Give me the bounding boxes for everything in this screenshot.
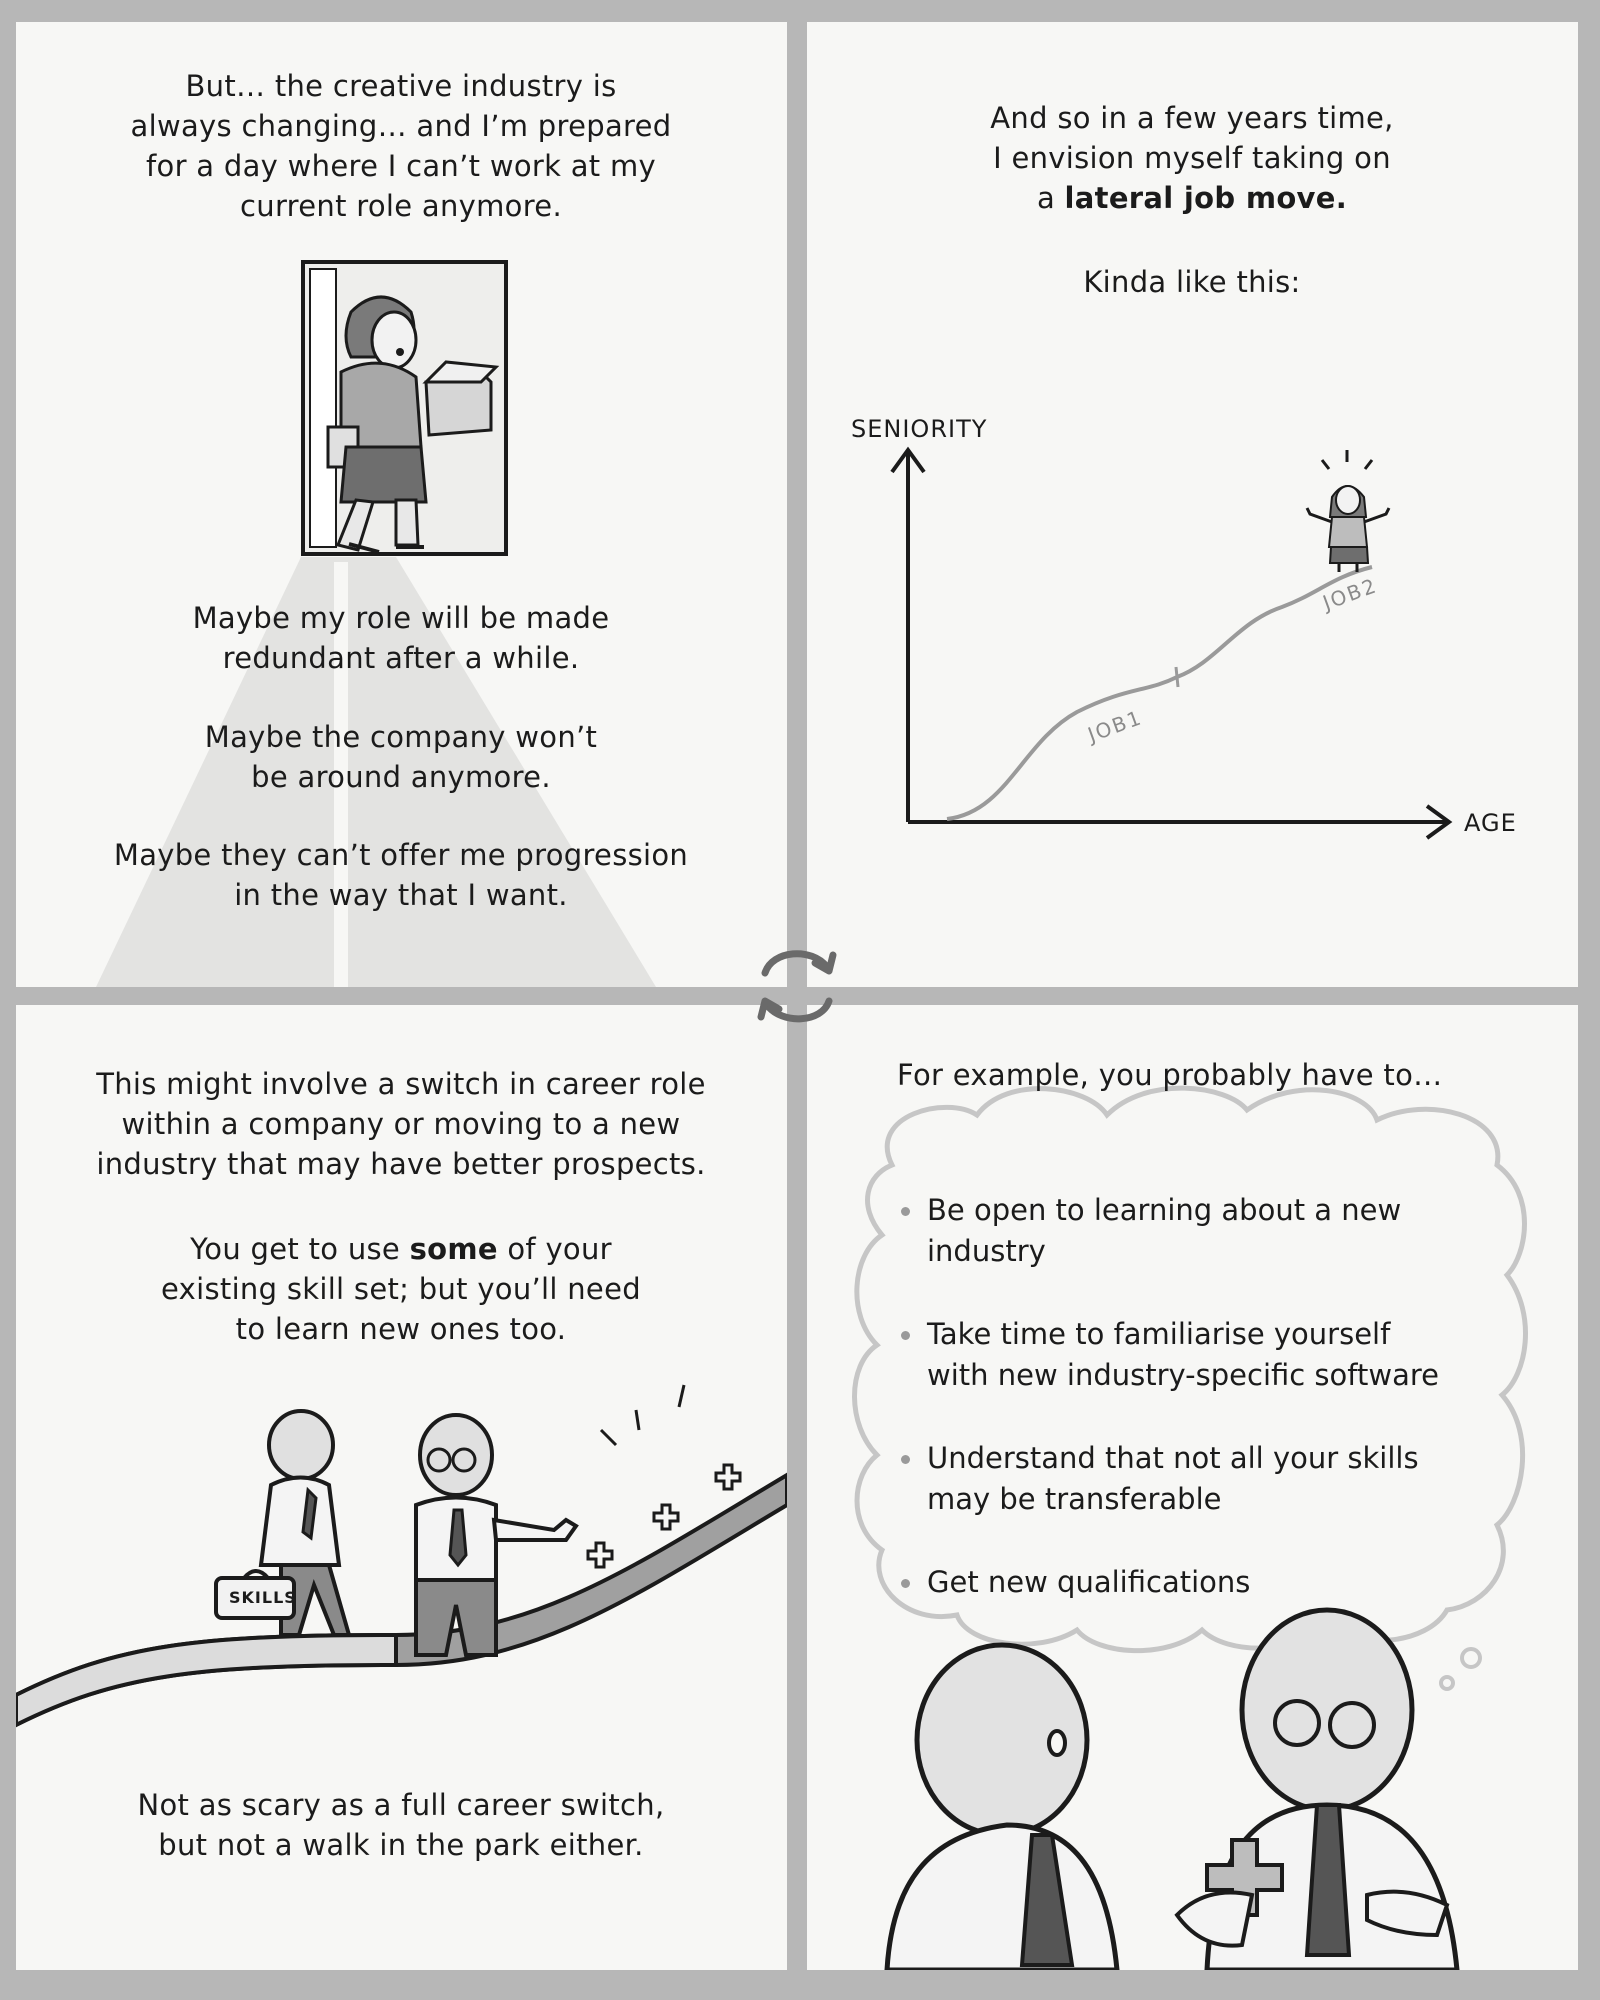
list-item-line: industry bbox=[927, 1234, 1046, 1268]
bullet-dot bbox=[901, 1331, 910, 1340]
maybe-line: Maybe they can’t offer me progression bbox=[113, 838, 689, 872]
para-line: industry that may have better prospects. bbox=[96, 1147, 706, 1181]
maybe-line: redundant after a while. bbox=[222, 641, 580, 675]
career-curve bbox=[947, 567, 1372, 819]
advisor-person bbox=[1177, 1610, 1457, 1970]
thought-bubble-dot bbox=[1441, 1677, 1453, 1689]
bullet-dot bbox=[901, 1579, 910, 1588]
cycle-arrows-icon bbox=[737, 925, 857, 1045]
closing-line: Not as scary as a full career switch, bbox=[137, 1788, 665, 1822]
maybe-redundant-text bbox=[76, 598, 726, 678]
panel-examples bbox=[807, 1005, 1578, 1970]
lateral-job-move-emphasis: lateral job move. bbox=[1064, 181, 1348, 215]
maybe-line: in the way that I want. bbox=[234, 878, 568, 912]
maybe-company-text bbox=[76, 717, 726, 797]
list-item bbox=[927, 1438, 1527, 1520]
panel-career-switch bbox=[16, 1005, 787, 1970]
plus-icon bbox=[716, 1465, 740, 1489]
list-item-line: Be open to learning about a new bbox=[927, 1193, 1402, 1227]
panel3-closing bbox=[56, 1785, 746, 1865]
some-emphasis: some bbox=[409, 1232, 498, 1266]
bullet-dot bbox=[901, 1207, 910, 1216]
job1-label: JOB1 bbox=[1084, 705, 1146, 747]
intro-line: And so in a few years time, bbox=[990, 101, 1394, 135]
career-chart bbox=[807, 22, 1578, 987]
intro-line: current role anymore. bbox=[240, 189, 562, 223]
thought-bubble-dot bbox=[1462, 1649, 1480, 1667]
listener-person bbox=[887, 1645, 1117, 1970]
para-line: existing skill set; but you’ll need bbox=[161, 1272, 641, 1306]
maybe-line: be around anymore. bbox=[251, 760, 551, 794]
x-axis-label: AGE bbox=[1464, 809, 1517, 837]
maybe-line: Maybe the company won’t bbox=[204, 720, 598, 754]
plus-icon bbox=[588, 1543, 612, 1567]
maybe-progression-text bbox=[56, 835, 746, 915]
maybe-line: Maybe my role will be made bbox=[192, 601, 610, 635]
para-segment: You get to use bbox=[190, 1232, 410, 1266]
para-line: This might involve a switch in career role bbox=[96, 1067, 706, 1101]
list-item-line: with new industry-specific software bbox=[927, 1358, 1439, 1392]
list-item-line: Get new qualifications bbox=[927, 1565, 1251, 1599]
plus-icon bbox=[654, 1505, 678, 1529]
open-door bbox=[310, 269, 336, 547]
panel4-intro: For example, you probably have to… bbox=[897, 1058, 1443, 1092]
examples-list bbox=[927, 1190, 1527, 1645]
intro-line: for a day where I can’t work at my bbox=[146, 149, 656, 183]
kinda-like-this-text: Kinda like this: bbox=[1083, 265, 1301, 299]
intro-line: I envision myself taking on bbox=[993, 141, 1391, 175]
list-item-line: Understand that not all your skills bbox=[927, 1441, 1419, 1475]
list-item-line: Take time to familiarise yourself bbox=[927, 1317, 1391, 1351]
closing-line: but not a walk in the park either. bbox=[158, 1828, 644, 1862]
intro-line: always changing… and I’m prepared bbox=[130, 109, 672, 143]
panel-lateral-move bbox=[807, 22, 1578, 987]
list-item-line: may be transferable bbox=[927, 1482, 1222, 1516]
panel1-intro-text bbox=[76, 66, 726, 226]
list-item bbox=[927, 1190, 1527, 1272]
old-path-segment bbox=[16, 1635, 396, 1725]
para-line: to learn new ones too. bbox=[235, 1312, 567, 1346]
para-segment: of your bbox=[497, 1232, 612, 1266]
intro-line: But… the creative industry is bbox=[185, 69, 617, 103]
job2-label: JOB2 bbox=[1319, 573, 1381, 615]
bullet-dot bbox=[901, 1455, 910, 1464]
list-item bbox=[927, 1562, 1527, 1603]
para-line: within a company or moving to a new bbox=[121, 1107, 681, 1141]
y-axis-label: SENIORITY bbox=[851, 415, 988, 443]
celebrating-person bbox=[1307, 450, 1389, 572]
briefcase-skills-label: SKILLS bbox=[229, 1588, 297, 1607]
job-boundary-tick bbox=[1176, 667, 1178, 687]
list-item bbox=[927, 1314, 1527, 1396]
panel-redundancy bbox=[16, 22, 787, 987]
intro-prefix: a bbox=[1036, 181, 1065, 215]
